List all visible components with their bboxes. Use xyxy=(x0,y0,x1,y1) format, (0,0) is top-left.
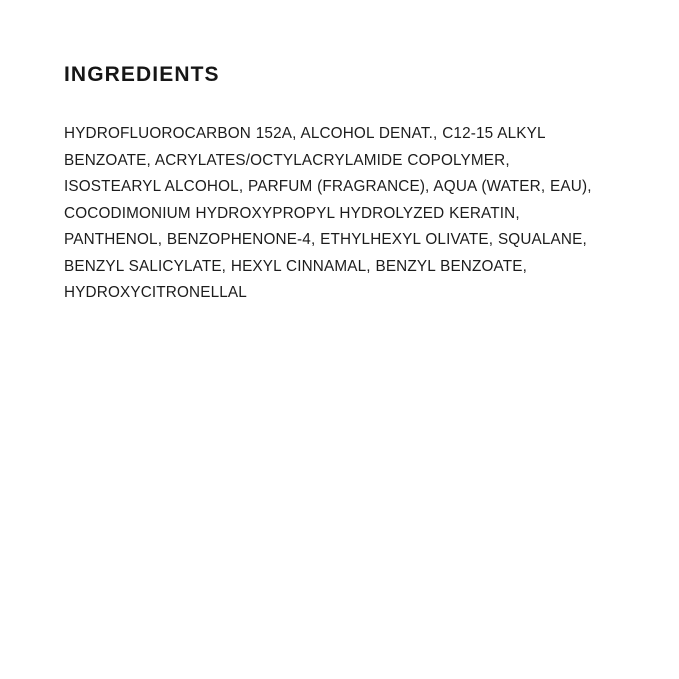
ingredients-list-text: HYDROFLUOROCARBON 152A, ALCOHOL DENAT., C12-15 ALKYL BENZOATE, ACRYLATES/OCTYLACRYLAMIDE COPOLYMER, ISOSTEARYL ALCOHOL, PARFUM (FRAGRANCE), AQUA (WATER, EAU), COCODIMONIUM HYDROXYPROPYL HYDROLYZED KERATIN, PANTHENOL, BENZOPHENONE-4, ETHYLHEXYL OLIVATE, SQUALANE, BENZYL SALICYLATE, HEXYL CINNAMAL, BENZYL BENZOATE, HYDROXYCITRONELLAL xyxy=(64,125,592,302)
page-title: INGREDIENTS xyxy=(64,63,220,86)
